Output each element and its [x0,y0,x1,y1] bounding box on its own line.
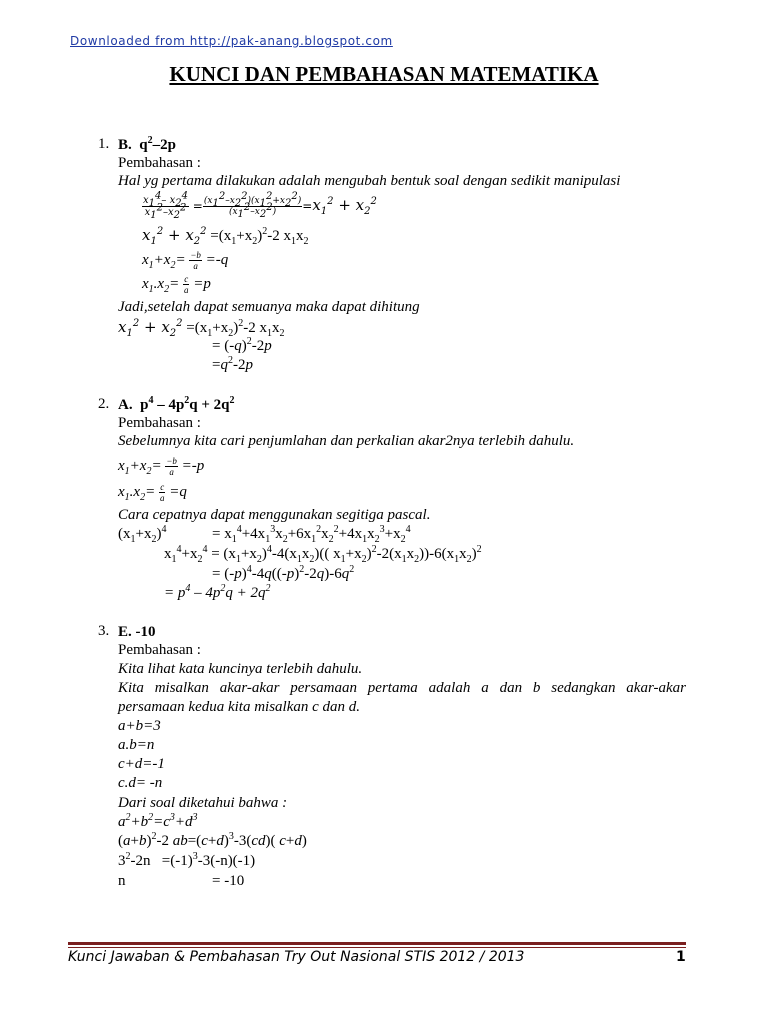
explanation-text: Sebelumnya kita cari penjumlahan dan perkalian akar2nya terlebih dahulu. [118,433,575,449]
footer-rule [68,942,686,945]
equation: $x_1^2 + x_2^2 =(x_1+x_2)^2-2$ $x_1x_2$ [142,226,309,247]
explanation-text: Kita misalkan akar-akar persamaan pertama adalah a dan b sedangkan akar-akar [118,680,686,696]
source-link[interactable]: Downloaded from http://pak-anang.blogspot.com [70,34,393,48]
pembahasan-label: Pembahasan : [118,642,201,658]
equation: a+b=3 [118,718,161,734]
equation: $x_1^2 + x_2^2 =(x_1+x_2)^2-2$ $x_1x_2$ [118,318,285,339]
equation: $x_1^4+x_2^4 = (x_1+x_2)^4-4(x_1x_2)$(( $x_1+x_2)^2-2(x_1x_2))-6(x_1x_2)^2$ [164,544,482,565]
explanation-text: Cara cepatnya dapat menggunakan segitiga pascal. [118,507,431,523]
equation: $\frac{x_1^4- x_2^4}{x_1^2-x_2^2}$ = $\frac{(x_1^2-x_2^2)(x_1^2+x_2^2)}{(x_1^2-x_2^2)}$ $=x_1^2 + x_2^2$ [143,190,377,221]
equation: c.d= -n [118,775,163,791]
equation: $x_1+x_2=$ $\frac{-b}{a}$ =-p [118,456,205,477]
equation: = $x_1^4+4x_1^3x_2+6x_1^2x_2^2+4x_1x_2^3+x_2^4$ [212,524,411,545]
equation-label: n [118,873,126,889]
equation: = $(-p)^4-4q((-p)^2-2q)-6q^2$ [212,564,355,582]
equation: = $(-q)^2-2p$ [212,336,272,354]
page-title: KUNCI DAN PEMBAHASAN MATEMATIKA [169,62,599,86]
equation: $(a+b)^2-2$ $ab=(c+d)^3-3(cd)$( c+d) [118,831,307,849]
explanation-text: Jadi,setelah dapat semuanya maka dapat dihitung [118,299,420,315]
question-number: 2. [98,396,110,412]
answer-key: E. -10 [118,624,156,640]
page-number: 1 [676,949,686,965]
question-number: 3. [98,623,110,639]
footer-rule [68,947,686,948]
equation: $x_1+x_2=$ $\frac{-b}{a}$ =-q [142,250,229,271]
explanation-text: Hal yg pertama dilakukan adalah mengubah bentuk soal dengan sedikit manipulasi [118,173,621,189]
equation: $3^2-2n =(-1)^3-3(-n)(-1)$ [118,851,256,869]
equation: $a^2+b^2=c^3+d^3$ [118,812,198,830]
explanation-text: persamaan kedua kita misalkan c dan d. [118,699,361,715]
pembahasan-label: Pembahasan : [118,415,201,431]
answer-key: B. $q^2-2p$ [118,135,176,153]
equation: $=q^2-2p$ [212,355,253,373]
explanation-text: Kita lihat kata kuncinya terlebih dahulu. [118,661,363,677]
equation: c+d=-1 [118,756,165,772]
explanation-text: Dari soal diketahui bahwa : [118,795,288,811]
question-number: 1. [98,136,110,152]
equation: = -10 [212,873,245,889]
equation: = $p^4 - 4p^2q + 2q^2$ [164,583,271,601]
equation: $(x_1+x_2)^4$ [118,524,167,545]
pembahasan-label: Pembahasan : [118,155,201,171]
equation: $x_1.x_2=$ $\frac{c}{a}$ =q [118,482,187,503]
answer-key: A. $p^4 - 4p^2q + 2q^2$ [118,395,235,413]
footer-text: Kunci Jawaban & Pembahasan Try Out Nasional STIS 2012 / 2013 [68,949,525,965]
equation: a.b=n [118,737,155,753]
equation: $x_1.x_2=$ $\frac{c}{a}$ =p [142,274,211,295]
